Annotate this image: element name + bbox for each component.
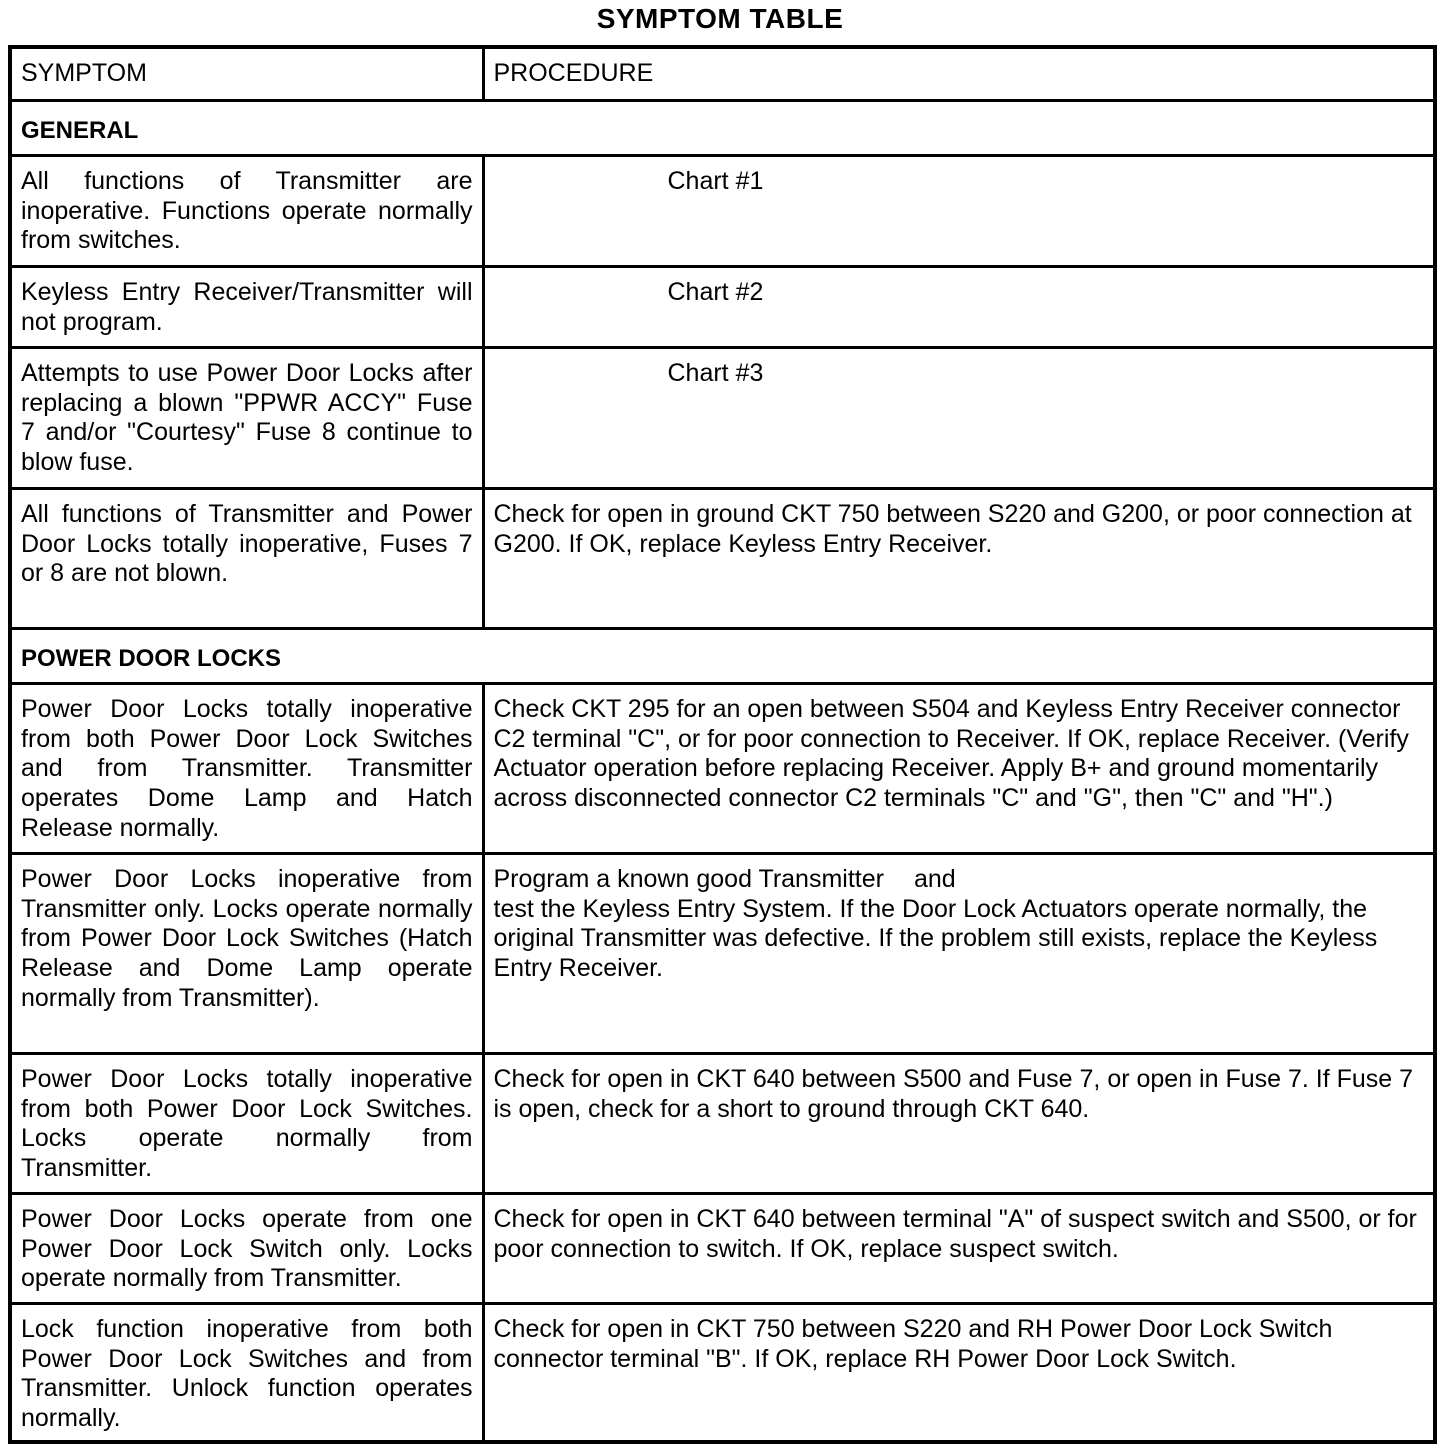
symptom-cell: Lock function inoperative from both Power Door Lock Switches and from Transmitter. Unlock function operates normally. (10, 1304, 483, 1442)
procedure-cell: Check for open in CKT 640 between terminal "A" of suspect switch and S500, or for poor connection to switch. If OK, replace suspect switch. (483, 1194, 1435, 1304)
procedure-first-line: Program a known good Transmitter and (493, 865, 956, 893)
symptom-cell: Power Door Locks totally inoperative from both Power Door Lock Switches and from Transmitter. Transmitter operates Dome Lamp and Hatch Release normally. (10, 684, 483, 854)
symptom-table (8, 45, 1437, 1444)
section-title-general: GENERAL (10, 101, 1435, 156)
symptom-column-header: SYMPTOM (10, 47, 483, 101)
procedure-column-header: PROCEDURE (483, 47, 1435, 101)
symptom-cell: Keyless Entry Receiver/Transmitter will not program. (10, 267, 483, 348)
table-row (10, 267, 1435, 348)
table-row (10, 854, 1435, 1054)
symptom-cell: Power Door Locks inoperative from Transmitter only. Locks operate normally from Power Door Lock Switches (Hatch Release and Dome Lamp operate normally from Transmitter). (10, 854, 483, 1054)
table-row (10, 1054, 1435, 1194)
section-row-general (10, 101, 1435, 156)
symptom-cell: All functions of Transmitter are inoperative. Functions operate normally from switches. (10, 156, 483, 267)
procedure-cell (483, 854, 1435, 1054)
procedure-cell: Check for open in CKT 750 between S220 and RH Power Door Lock Switch connector terminal "B". If OK, replace RH Power Door Lock Switch. (483, 1304, 1435, 1442)
procedure-cell: Check CKT 295 for an open between S504 and Keyless Entry Receiver connector C2 terminal "C", or for poor connection to Receiver. If OK, replace Receiver. (Verify Actuator operation before replacing Receiver. Apply B+ and ground momentarily across disconnected connector C2 terminals "C" and "G", then "C" and "H".) (483, 684, 1435, 854)
section-row-power-door-locks (10, 629, 1435, 684)
header-row (10, 47, 1435, 101)
chart-reference: Chart #3 (667, 359, 764, 387)
chart-reference: Chart #2 (667, 278, 764, 306)
page-title: SYMPTOM TABLE (596, 3, 844, 34)
procedure-cell (483, 267, 1435, 348)
procedure-cell: Check for open in ground CKT 750 between S220 and G200, or poor connection at G200. If OK, replace Keyless Entry Receiver. (483, 489, 1435, 629)
procedure-text: test the Keyless Entry System. If the Door Lock Actuators operate normally, the original Transmitter was defective. If the problem still exists, replace the Keyless Entry Receiver. (493, 894, 1378, 983)
section-title-power-door-locks: POWER DOOR LOCKS (10, 629, 1435, 684)
table-row (10, 489, 1435, 629)
procedure-cell (483, 156, 1435, 267)
symptom-cell: Power Door Locks operate from one Power Door Lock Switch only. Locks operate normally from Transmitter. (10, 1194, 483, 1304)
table-row (10, 1194, 1435, 1304)
table-row (10, 684, 1435, 854)
procedure-cell: Check for open in CKT 640 between S500 and Fuse 7, or open in Fuse 7. If Fuse 7 is open, check for a short to ground through CKT 640. (483, 1054, 1435, 1194)
symptom-cell: Attempts to use Power Door Locks after replacing a blown "PPWR ACCY" Fuse 7 and/or "Courtesy" Fuse 8 continue to blow fuse. (10, 348, 483, 489)
procedure-cell (483, 348, 1435, 489)
symptom-cell: Power Door Locks totally inoperative from both Power Door Lock Switches. Locks operate normally from Transmitter. (10, 1054, 483, 1194)
table-row (10, 1304, 1435, 1442)
table-row (10, 348, 1435, 489)
table-row (10, 156, 1435, 267)
symptom-cell: All functions of Transmitter and Power Door Locks totally inoperative, Fuses 7 or 8 are not blown. (10, 489, 483, 629)
chart-reference: Chart #1 (667, 167, 764, 195)
